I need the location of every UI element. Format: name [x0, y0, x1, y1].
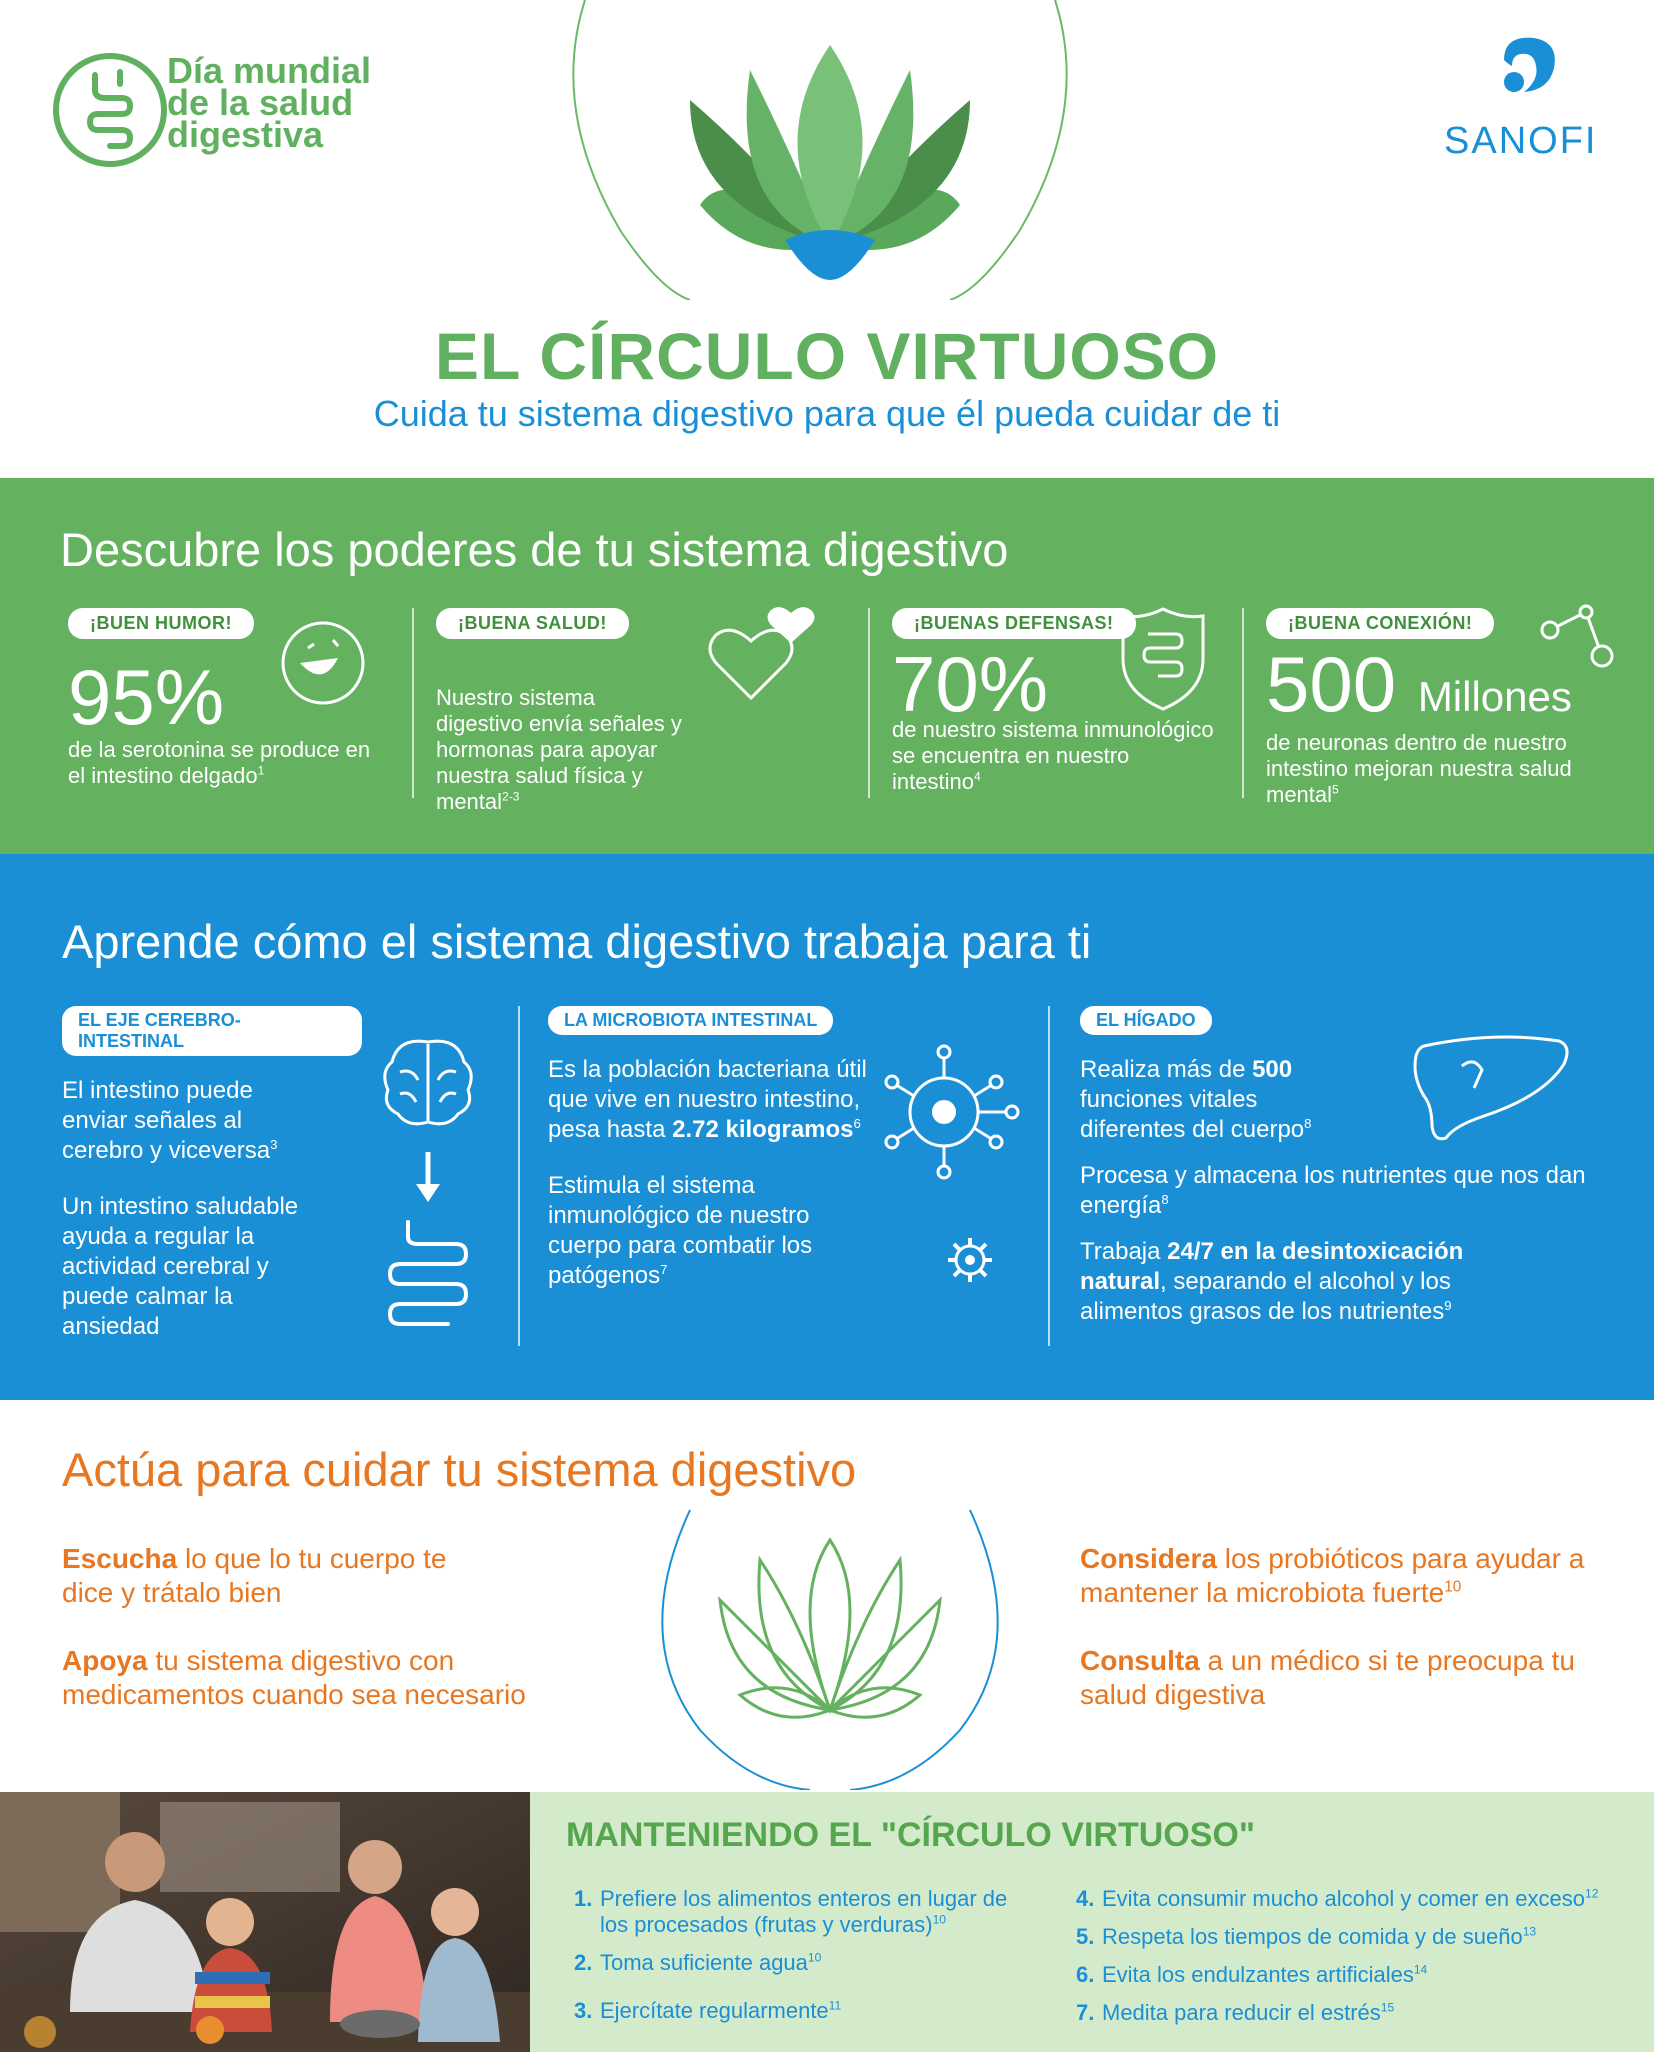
act-item-bold: Consulta [1080, 1645, 1200, 1676]
list-item [1076, 1962, 1616, 1988]
learn-text-body: El intestino puede enviar señales al cerebro y viceversa [62, 1077, 271, 1164]
tip-text [1102, 1886, 1598, 1912]
footnote-ref: 11 [828, 1998, 842, 2013]
tip-number: 2. [574, 1950, 593, 1975]
sanofi-logo-icon [1484, 30, 1564, 110]
footnote-ref: 10 [932, 1912, 947, 1927]
power-item-mood [68, 608, 388, 808]
powers-section [0, 478, 1654, 854]
learn-item-microbiota [548, 1006, 888, 1291]
tip-text [1102, 2000, 1394, 2026]
stat-number: 70% [892, 640, 1049, 728]
brand-line: digestiva [167, 114, 324, 155]
footnote-ref: 14 [1413, 1962, 1428, 1977]
act-item [1080, 1542, 1620, 1610]
footnote-ref: 12 [1585, 1886, 1599, 1901]
act-item [1080, 1644, 1620, 1712]
tips-list-left [574, 1886, 1034, 2036]
footnote-ref: 15 [1380, 2000, 1395, 2015]
footnote-ref: 4 [973, 769, 981, 784]
footnote-ref: 5 [1332, 782, 1339, 797]
stat-text-body: Nuestro sistema digestivo envía señales y hormonas para apoyar nuestra salud física y mental [436, 685, 682, 814]
learn-text-body: Realiza más de [1080, 1056, 1253, 1083]
divider [1048, 1006, 1050, 1346]
gear-icon [944, 1234, 996, 1286]
brand-line: de la salud [167, 82, 354, 123]
page-title: EL CÍRCULO VIRTUOSO [434, 319, 1220, 393]
learn-text-bold: 24/7 en la desintoxicación natural [1080, 1238, 1464, 1295]
brain-intestine-icon [378, 1032, 478, 1372]
list-item [1076, 2000, 1616, 2026]
act-item-text: lo que lo tu cuerpo te dice y trátalo bien [62, 1543, 447, 1608]
tips-list-right [1076, 1886, 1616, 2038]
tip-text-body: Ejercítate regularmente [600, 1998, 829, 2023]
stat-text [436, 685, 686, 815]
act-item-bold: Escucha [62, 1543, 178, 1574]
learn-section [0, 854, 1654, 1400]
tip-text-body: Prefiere los alimentos enteros en lugar de los procesados (frutas y verduras) [600, 1886, 1008, 1937]
smile-face-icon [278, 618, 368, 708]
tip-text [1102, 1962, 1427, 1988]
learn-text [1080, 1237, 1540, 1327]
tip-text-body: Respeta los tiempos de comida y de sueño [1102, 1924, 1523, 1949]
tip-text-body: Evita consumir mucho alcohol y comer en exceso [1102, 1886, 1585, 1911]
tip-text [600, 1950, 821, 1976]
page-subtitle: Cuida tu sistema digestivo para que él pueda cuidar de ti [373, 393, 1281, 434]
power-item-defenses [892, 608, 1222, 808]
tip-number: 7. [1076, 2000, 1095, 2025]
liver-icon [1404, 1026, 1574, 1146]
learn-text: Un intestino saludable ayuda a regular la actividad cerebral y puede calmar la ansiedad [62, 1193, 299, 1340]
learn-text-body: Trabaja [1080, 1238, 1168, 1265]
list-item [574, 1886, 1034, 1938]
learn-text [1080, 1055, 1340, 1145]
section-heading: Actúa para cuidar tu sistema digestivo [62, 1443, 857, 1496]
act-item-text: tu sistema digestivo con medicamentos cuando sea necesario [62, 1645, 526, 1710]
learn-text-bold: 500 [1252, 1056, 1293, 1083]
learn-text [1080, 1161, 1600, 1221]
lotus-icon [660, 40, 1000, 280]
learn-text [62, 1076, 312, 1166]
stat-text [1266, 730, 1616, 808]
learn-text-body: funciones vitales diferentes del cuerpo [1080, 1086, 1305, 1143]
learn-text-body: , separando el alcohol y los alimentos grasos de los nutrientes [1080, 1268, 1451, 1325]
footnote-ref: 10 [1444, 1578, 1462, 1596]
act-item-bold: Considera [1080, 1543, 1217, 1574]
act-item-bold: Apoya [62, 1645, 148, 1676]
learn-text-body: Estimula el sistema inmunológico de nuestro cuerpo para combatir los patógenos [548, 1172, 813, 1289]
act-item-text: a un médico si te preocupa tu salud digestiva [1080, 1645, 1575, 1710]
tip-number: 5. [1076, 1924, 1095, 1949]
badge: EL HÍGADO [1080, 1006, 1212, 1035]
tip-number: 6. [1076, 1962, 1095, 1987]
badge: ¡BUENA CONEXIÓN! [1266, 608, 1494, 639]
tip-text-body: Evita los endulzantes artificiales [1102, 1962, 1414, 1987]
divider [868, 608, 870, 798]
intestine-shield-icon [1118, 604, 1208, 714]
footnote-ref: 13 [1522, 1924, 1537, 1939]
footnote-ref: 10 [807, 1950, 822, 1965]
badge: ¡BUEN HUMOR! [68, 608, 254, 639]
learn-text [548, 1171, 878, 1291]
act-item [62, 1542, 482, 1610]
section-heading: Aprende cómo el sistema digestivo trabaja para ti [62, 915, 1092, 968]
badge: ¡BUENAS DEFENSAS! [892, 608, 1136, 639]
act-item-text: los probióticos para ayudar a mantener la microbiota fuerte [1080, 1543, 1585, 1608]
badge: LA MICROBIOTA INTESTINAL [548, 1006, 833, 1035]
maintain-section [0, 1792, 1654, 2052]
badge: ¡BUENA SALUD! [436, 608, 629, 639]
tip-text-body: Medita para reducir el estrés [1102, 2000, 1381, 2025]
intestine-logo-icon [50, 50, 170, 170]
section-heading: Descubre los poderes de tu sistema digestivo [60, 523, 1009, 576]
section-heading: MANTENIENDO EL "CÍRCULO VIRTUOSO" [566, 1816, 1255, 1854]
footnote-ref: 6 [853, 1116, 861, 1131]
learn-text [548, 1055, 868, 1145]
divider [1242, 608, 1244, 798]
learn-text-body: Procesa y almacena los nutrientes que nos dan energía [1080, 1162, 1586, 1219]
tip-text-body: Toma suficiente agua [600, 1950, 808, 1975]
footnote-ref: 8 [1304, 1116, 1312, 1131]
act-section [0, 1400, 1654, 1792]
learn-item-gut-brain [62, 1006, 362, 1342]
stat-text-body: de la serotonina se produce en el intestino delgado [68, 737, 371, 788]
footnote-ref: 1 [257, 763, 265, 778]
footnote-ref: 8 [1161, 1192, 1169, 1207]
stat-value: 500 [1266, 640, 1397, 728]
learn-text-body: Es la población bacteriana útil que vive en nuestro intestino, pesa hasta [548, 1056, 867, 1143]
footnote-ref: 3 [270, 1137, 278, 1152]
network-nodes-icon [1536, 598, 1616, 678]
footnote-ref: 2-3 [502, 789, 520, 804]
tip-number: 1. [574, 1886, 593, 1911]
list-item [1076, 1924, 1616, 1950]
learn-text-bold: 2.72 kilogramos [672, 1116, 854, 1143]
stat-unit: Millones [1417, 673, 1572, 720]
power-item-health [436, 608, 766, 814]
brand-title [167, 50, 427, 155]
company-name: SANOFI [1444, 120, 1598, 162]
stat-text [892, 717, 1222, 795]
footnote-ref: 7 [660, 1262, 668, 1277]
header [0, 0, 1654, 478]
badge: EL EJE CEREBRO-INTESTINAL [62, 1006, 362, 1056]
lotus-outline-icon [640, 1500, 1020, 1790]
stat-number: 95% [68, 653, 225, 741]
bacteria-icon [882, 1042, 1022, 1182]
hearts-icon [706, 603, 816, 703]
list-item [1076, 1886, 1616, 1912]
list-item [574, 1950, 1034, 1976]
stat-text-body: de neuronas dentro de nuestro intestino mejoran nuestra salud mental [1266, 730, 1572, 807]
brand-line: Día mundial [167, 50, 372, 91]
power-item-connection [1266, 608, 1616, 808]
divider [412, 608, 414, 798]
tip-text [600, 1886, 1034, 1938]
act-item [62, 1644, 602, 1712]
tip-text [1102, 1924, 1536, 1950]
tip-text [600, 1998, 841, 2024]
stat-text [68, 737, 388, 789]
footnote-ref: 9 [1444, 1298, 1452, 1313]
tip-number: 3. [574, 1998, 593, 2023]
divider [518, 1006, 520, 1346]
stat-text-body: de nuestro sistema inmunológico se encuentra en nuestro intestino [892, 717, 1214, 794]
family-cooking-photo [0, 1792, 530, 2052]
tip-number: 4. [1076, 1886, 1095, 1911]
list-item [574, 1998, 1034, 2024]
